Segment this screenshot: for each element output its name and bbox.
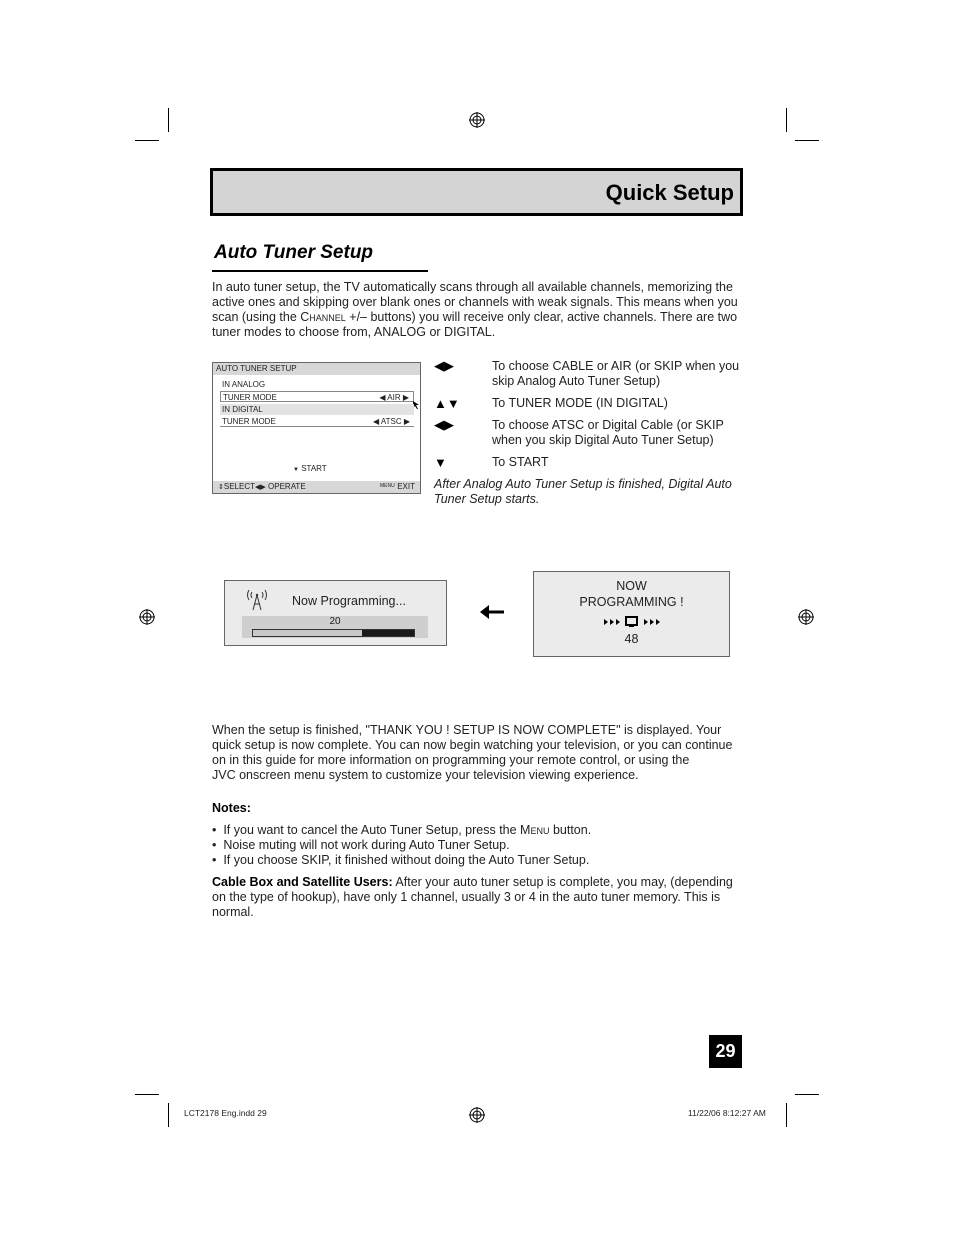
arrow-left-right-icon: ◀▶ (434, 358, 454, 373)
menu-word: Menu (520, 823, 550, 837)
cable-paragraph (212, 875, 744, 920)
exit-hint: EXIT (397, 482, 415, 491)
instruction-text: To START (492, 455, 549, 469)
footer-file: LCT2178 Eng.indd 29 (184, 1108, 267, 1118)
menu-label: TUNER MODE (223, 393, 277, 402)
registration-mark-icon (469, 112, 485, 128)
instruction-text: To choose ATSC or Digital Cable (or SKIP when you skip Digital Auto Tuner Setup) (492, 418, 724, 447)
tuner-value-text: AIR (387, 393, 401, 402)
finish-line: quick setup is now complete. You can now begin watching your television, or you can continue (212, 738, 733, 752)
page-header (210, 168, 743, 216)
scanning-indicator-icon (602, 615, 662, 629)
note-item: • Noise muting will not work during Auto Tuner Setup. (212, 838, 510, 852)
finish-line: When the setup is finished, "THANK YOU ! SETUP IS NOW COMPLETE" is displayed. Your (212, 723, 722, 737)
after-setup-note: After Analog Auto Tuner Setup is finished, Digital Auto Tuner Setup starts. (434, 477, 732, 506)
now-programming-label: Now Programming... (292, 594, 406, 608)
left-right-arrow-icon: ◀▶ (255, 484, 266, 491)
menu-key-label: MENU (380, 483, 395, 489)
crop-mark (786, 1103, 787, 1127)
page-title: Quick Setup (605, 180, 734, 205)
registration-mark-icon (139, 609, 155, 625)
section-title: Auto Tuner Setup (214, 242, 374, 263)
now-programming-screen (224, 580, 447, 646)
instruction-text: To choose CABLE or AIR (or SKIP when you skip Analog Auto Tuner Setup) (492, 359, 740, 388)
cable-text: After your auto tuner setup is complete, you may, (depending on the type of hookup), have only 1 channel, usually 3 or 4 in the auto tuner memory. This is normal. (212, 875, 733, 919)
section-underline (212, 270, 428, 272)
crop-mark (795, 140, 819, 141)
note-item: • If you choose SKIP, it finished without doing the Auto Tuner Setup. (212, 853, 590, 867)
registration-mark-icon (469, 1107, 485, 1123)
menu-row-in-digital (220, 404, 414, 415)
arrow-up-down-icon: ▲▼ (434, 396, 460, 411)
progress-fill (362, 630, 414, 636)
instruction-text: To TUNER MODE (IN DIGITAL) (492, 396, 668, 410)
up-down-arrow-icon: ⇕ (218, 484, 224, 491)
auto-tuner-menu (212, 362, 421, 494)
crop-mark (135, 1094, 159, 1095)
now-channel-count: 48 (624, 632, 639, 646)
arrow-down-icon: ▼ (434, 455, 447, 470)
menu-label: IN DIGITAL (222, 405, 263, 414)
progress-bar (252, 629, 415, 637)
channel-count: 20 (329, 616, 341, 627)
intro-paragraph (212, 280, 744, 340)
arrow-left-icon (479, 604, 505, 620)
tuner-value-analog: ◀ AIR ▶ (379, 393, 409, 402)
page-number: 29 (709, 1035, 742, 1068)
antenna-icon (243, 589, 271, 611)
intro-text: +/– buttons) you will receive only clear, active channels. There are two tuner modes to choose from, ANALOG or DIGITAL. (212, 310, 738, 339)
crop-mark (135, 140, 159, 141)
note-text: If you want to cancel the Auto Tuner Setup, press the (223, 823, 521, 837)
menu-row-tuner-mode-digital[interactable] (220, 416, 414, 427)
tuner-value-text: ATSC (380, 417, 402, 426)
intro-text: In auto tuner setup, the TV automatically scans through all available channels, memorizing the active ones and skipping over blank ones or channels with weak signals. This means when you scan (using the (212, 280, 738, 324)
channel-word: Channel (300, 310, 346, 324)
crop-mark (786, 108, 787, 132)
menu-start-item[interactable] (293, 464, 327, 473)
programming-label: PROGRAMMING ! (579, 595, 684, 609)
note-text: button. (549, 823, 592, 837)
menu-row-tuner-mode-analog[interactable] (220, 391, 414, 402)
finish-line: on in this guide for more information on programming your remote control, or using the (212, 753, 690, 767)
tuner-value-digital: ◀ ATSC ▶ (372, 417, 410, 426)
note-item: • If you want to cancel the Auto Tuner Setup, press the Menu button. (212, 823, 592, 837)
crop-mark (795, 1094, 819, 1095)
finish-paragraph (212, 723, 752, 783)
now-programming-digital-screen (533, 571, 730, 657)
notes-list (212, 823, 752, 868)
registration-mark-icon (798, 609, 814, 625)
progress-panel (242, 616, 428, 638)
crop-mark (168, 1103, 169, 1127)
menu-footer (213, 481, 420, 493)
crop-mark (168, 108, 169, 132)
footer-date: 11/22/06 8:12:27 AM (688, 1108, 766, 1118)
menu-row-in-analog (220, 379, 414, 390)
select-label: SELECT (223, 482, 255, 491)
menu-label: IN ANALOG (222, 380, 266, 389)
cursor-icon (413, 401, 420, 409)
menu-title: AUTO TUNER SETUP (213, 363, 420, 375)
cable-heading: Cable Box and Satellite Users: (212, 875, 393, 889)
select-hint (218, 481, 306, 494)
operate-label: OPERATE (268, 482, 306, 491)
start-label: START (301, 464, 327, 473)
now-label: NOW (616, 579, 647, 593)
finish-line: JVC onscreen menu system to customize your television viewing experience. (212, 768, 639, 782)
note-text: Noise muting will not work during Auto Tuner Setup. (223, 838, 510, 852)
down-arrow-icon: ▼ (293, 467, 299, 473)
arrow-left-right-icon: ◀▶ (434, 417, 454, 432)
notes-heading: Notes: (212, 801, 251, 815)
menu-label: TUNER MODE (222, 417, 276, 426)
note-text: If you choose SKIP, it finished without doing the Auto Tuner Setup. (223, 853, 590, 867)
